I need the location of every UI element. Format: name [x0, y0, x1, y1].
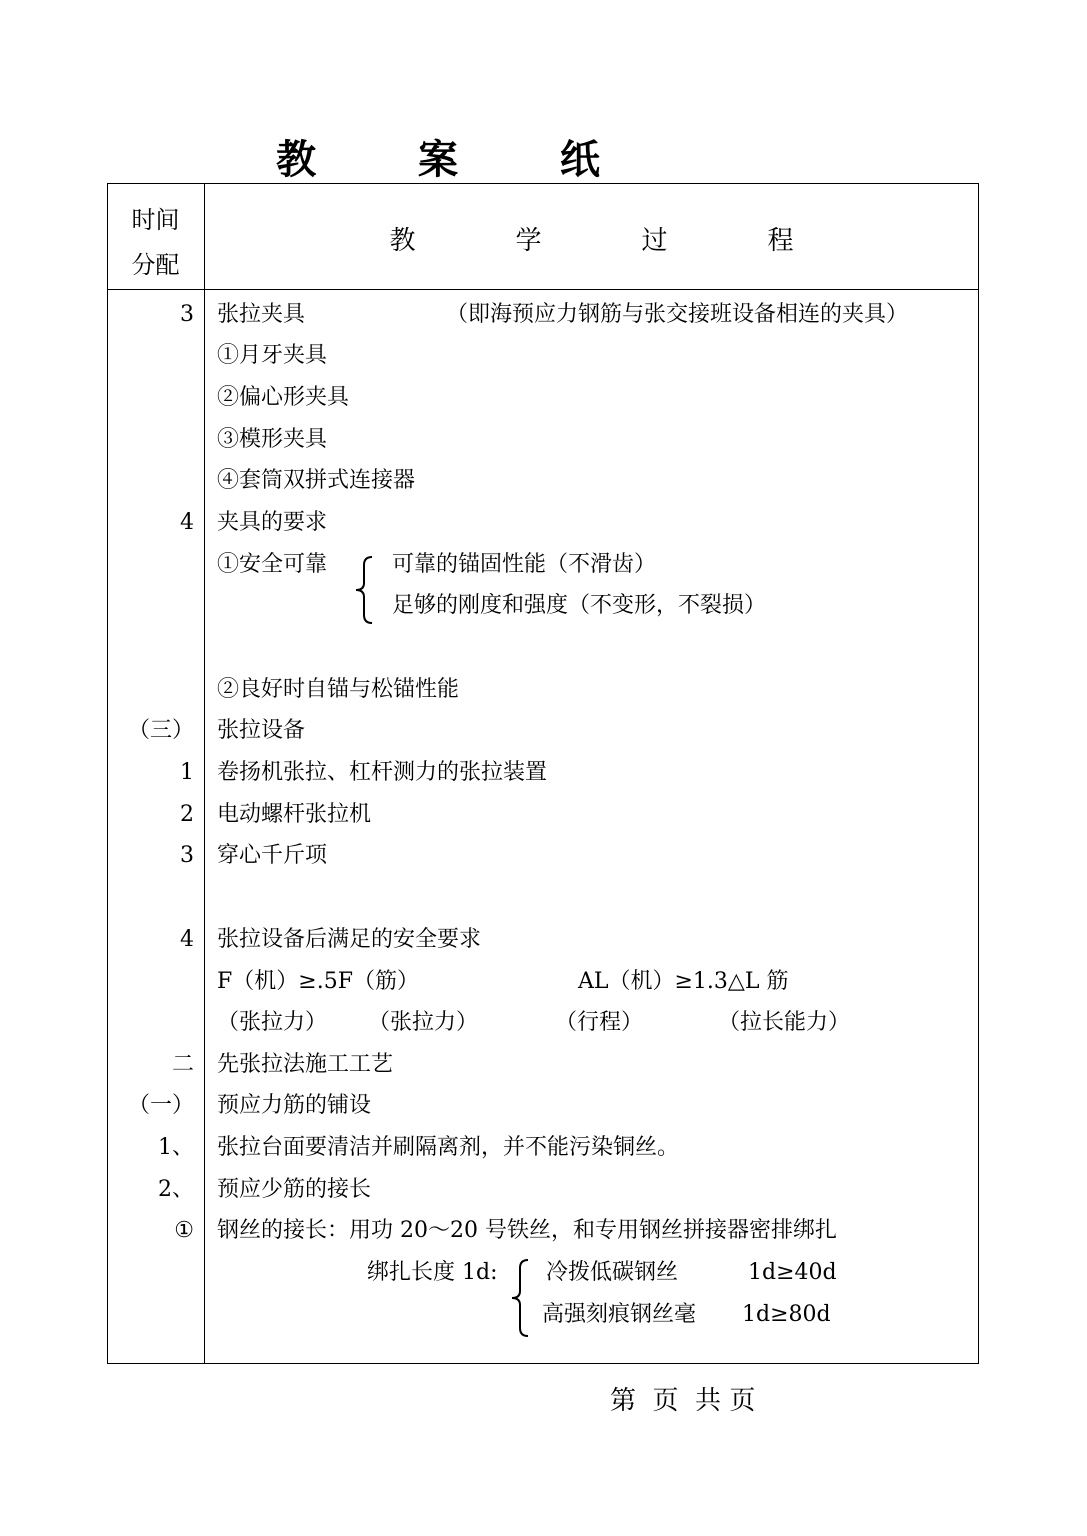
row-text: ①月牙夹具	[217, 343, 328, 368]
header-divider	[107, 289, 979, 290]
row-text: 穿心千斤项	[217, 843, 328, 868]
row-text: 预应力筋的铺设	[217, 1093, 372, 1118]
row-number: 1、	[158, 1135, 194, 1160]
binding-item-2-name: 高强刻痕钢丝毫	[542, 1302, 697, 1327]
formula-label: （张拉力）	[368, 1010, 479, 1035]
row-text: 预应少筋的接长	[217, 1177, 372, 1202]
formula-label: （拉长能力）	[718, 1010, 851, 1035]
row-text: 张拉设备	[217, 718, 306, 743]
row-text: ②偏心形夹具	[217, 385, 350, 410]
row-number: 3	[180, 302, 194, 327]
row-text: ②良好时自锚与松锚性能	[217, 677, 460, 702]
page-footer: 第 页 共 页	[610, 1386, 756, 1416]
header-time-line2: 分配	[131, 251, 180, 279]
row-text: 夹具的要求	[217, 510, 328, 535]
row-text: 张拉设备后满足的安全要求	[217, 927, 482, 952]
header-teaching-process	[204, 220, 979, 257]
row-text: 张拉夹具	[217, 302, 306, 327]
row-number: 2、	[158, 1177, 194, 1202]
row-text: 电动螺杆张拉机	[217, 802, 372, 827]
row-text: ①安全可靠	[217, 552, 328, 577]
row-text: ④套筒双拼式连接器	[217, 468, 416, 493]
row-number: 4	[180, 510, 194, 535]
safety-item-1: 可靠的锚固性能（不滑齿）	[392, 552, 657, 577]
binding-label: 绑扎长度 1d:	[367, 1260, 498, 1285]
binding-item-2-value: 1d≥80d	[742, 1302, 831, 1327]
row-text: 张拉台面要清洁并刷隔离剂，并不能污染铜丝。	[217, 1135, 680, 1160]
row-text: 先张拉法施工工艺	[217, 1052, 394, 1077]
formula-label: （张拉力）	[217, 1010, 328, 1035]
header-process-char: 过	[641, 226, 768, 256]
row-text: ③模形夹具	[217, 427, 328, 452]
safety-item-2: 足够的刚度和强度（不变形，不裂损）	[392, 593, 767, 618]
row-number: 4	[180, 927, 194, 952]
row-number: ①	[174, 1218, 194, 1243]
binding-item-1-value: 1d≥40d	[748, 1260, 837, 1285]
column-divider	[204, 183, 205, 1364]
row-text: 钢丝的接长：用功 20～20 号铁丝，和专用钢丝拼接器密排绑扎	[217, 1218, 837, 1243]
page-title: 教 案 纸	[276, 136, 644, 183]
left-brace	[352, 555, 376, 625]
left-brace	[508, 1258, 532, 1338]
row-text: 卷扬机张拉、杠杆测力的张拉装置	[217, 760, 548, 785]
header-process-char: 学	[515, 226, 642, 256]
formula-force: F（机）≥.5F（筋）	[217, 969, 419, 994]
row-number: 2	[180, 802, 194, 827]
header-process-char: 程	[767, 226, 794, 256]
header-time-line1: 时间	[131, 206, 180, 234]
header-time-allocation	[107, 198, 204, 288]
binding-item-1-name: 冷拨低碳钢丝	[546, 1260, 679, 1285]
row-number: 二	[171, 1052, 194, 1077]
formula-label: （行程）	[555, 1010, 644, 1035]
row-number: （一）	[127, 1093, 194, 1118]
header-process-char: 教	[389, 226, 516, 256]
clamp-note: （即海预应力钢筋与张交接班设备相连的夹具）	[446, 302, 909, 327]
formula-stroke: AL（机）≥1.3△L 筋	[578, 969, 789, 994]
row-number: 1	[180, 760, 194, 785]
row-number: （三）	[127, 718, 194, 743]
row-number: 3	[180, 843, 194, 868]
